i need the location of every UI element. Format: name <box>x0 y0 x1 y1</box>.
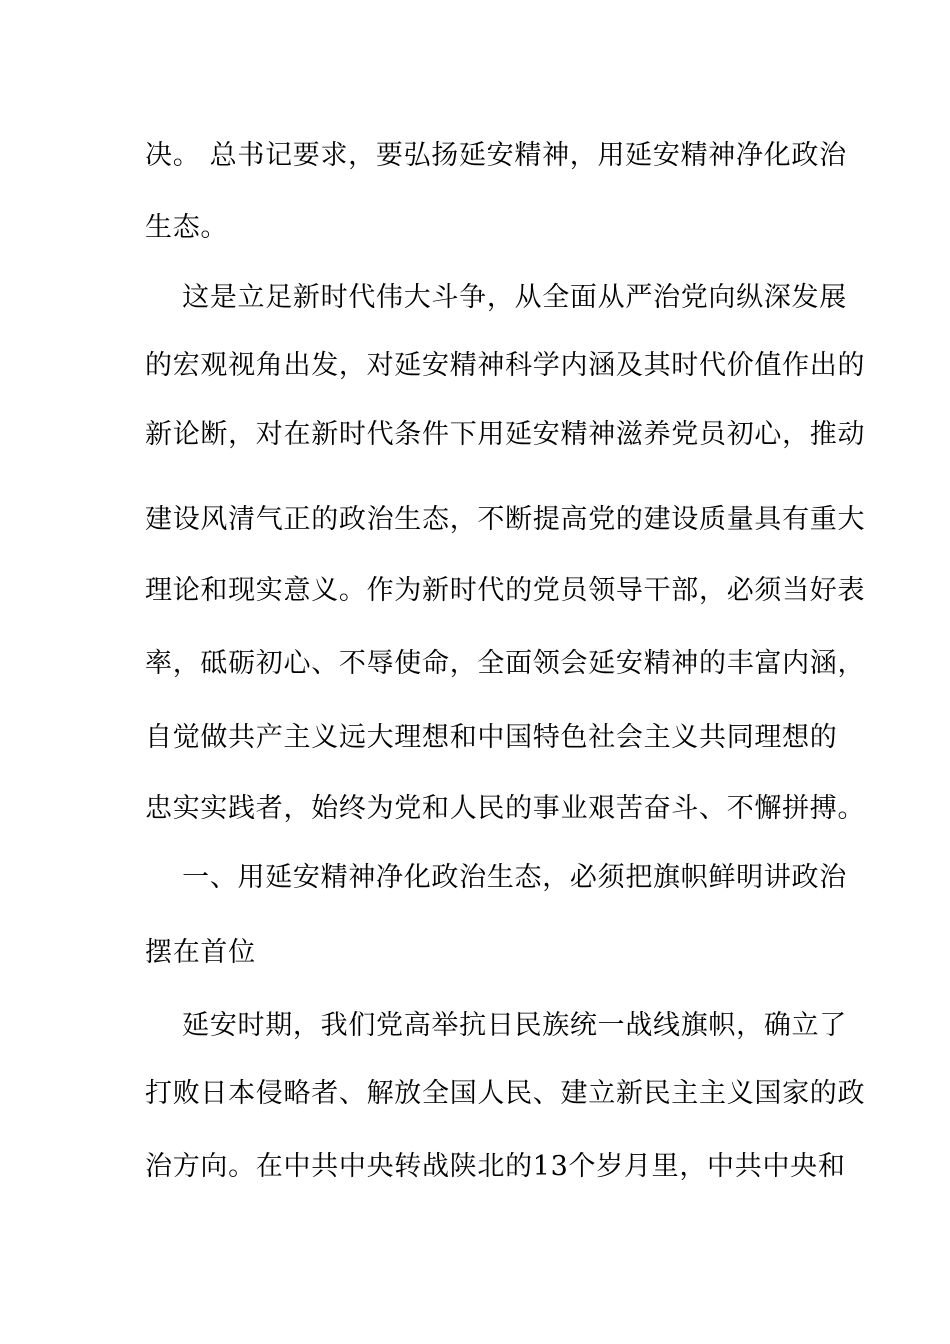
text-line: 的宏观视角出发，对延安精神科学内涵及其时代价值作出的 <box>145 350 866 381</box>
text-line: 这是立足新时代伟大斗争，从全面从严治党向纵深发展 <box>145 282 847 313</box>
text-line: 率，砥砺初心、不辱使命，全面领会延安精神的丰富内涵， <box>145 648 866 679</box>
text-line: 新论断，对在新时代条件下用延安精神滋养党员初心，推动 <box>145 419 866 450</box>
text-line: 打败日本侵略者、解放全国人民、建立新民主主义国家的政 <box>145 1078 866 1109</box>
text-line: 治方向。在中共中央转战陕北的13个岁月里，中共中央和 <box>145 1151 846 1182</box>
text-line: 自觉做共产主义远大理想和中国特色社会主义共同理想的 <box>145 722 838 753</box>
text-line: 生态。 <box>145 212 229 243</box>
section-heading-line: 摆在首位 <box>145 937 256 968</box>
text-line: 延安时期，我们党高举抗日民族统一战线旗帜，确立了 <box>145 1010 847 1041</box>
text-line: 建设风清气正的政治生态，不断提高党的建设质量具有重大 <box>145 504 866 535</box>
text-line: 理论和现实意义。作为新时代的党员领导干部，必须当好表 <box>145 575 866 606</box>
text-line: 决。 总书记要求，要弘扬延安精神，用延安精神净化政治 <box>145 140 847 171</box>
text-line: 忠实实践者，始终为党和人民的事业艰苦奋斗、不懈拼搏。 <box>145 793 866 824</box>
section-heading-line: 一、用延安精神净化政治生态，必须把旗帜鲜明讲政治 <box>145 862 847 893</box>
